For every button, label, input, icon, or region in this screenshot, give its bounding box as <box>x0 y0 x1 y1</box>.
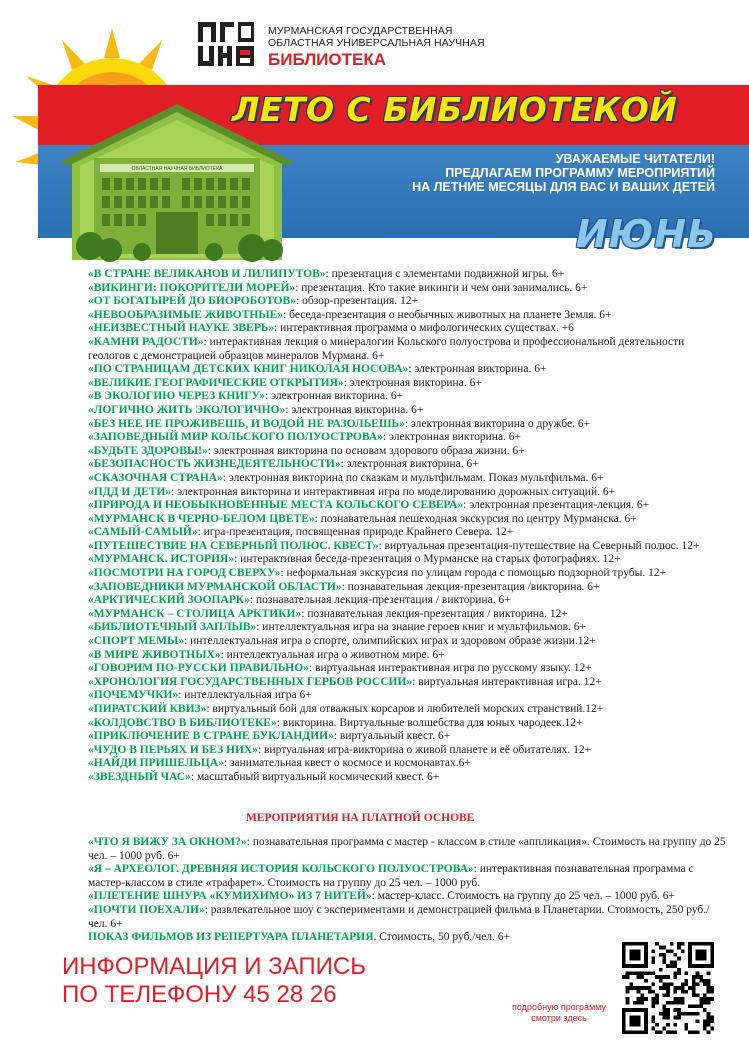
event-title: «ПЛЕТЕНИЕ ШНУРА «КУМИХИМО» ИЗ 7 НИТЕЙ» <box>88 890 372 903</box>
event-title: «ПРИКЛЮЧЕНИЕ В СТРАНЕ БУКЛАНДИИ» <box>88 730 334 743</box>
greeting-line2: ПРЕДЛАГАЕМ ПРОГРАММУ МЕРОПРИЯТИЙ <box>445 166 715 180</box>
event-description: : виртуальная презентация-путешествие на Северный полюс. 12+ <box>378 539 700 552</box>
event-description: : интерактивная познавательная программа с мастер-классом в стиле «трафарет». Стоимость на группу до 25 чел. – 1000 руб. <box>88 863 694 889</box>
event-description: : электронная викторина. 6+ <box>265 390 404 403</box>
paid-events-list <box>88 836 728 945</box>
event-title: «НАЙДИ ПРИШЕЛЬЦА» <box>88 757 224 770</box>
event-title: «ПОСМОТРИ НА ГОРОД СВЕРХУ» <box>88 567 281 580</box>
event-item <box>88 567 728 581</box>
library-logo <box>196 18 256 70</box>
event-description: : интеллектуальная игра о спорте, олимпийских играх и здоровом образе жизни.12+ <box>184 635 596 648</box>
event-description: : беседа-презентация о необычных животных на планете Земля. 6+ <box>283 308 612 321</box>
event-title: «МУРМАНСК. ИСТОРИЯ» <box>88 553 235 566</box>
event-item <box>88 499 728 513</box>
event-item <box>88 309 728 323</box>
event-item <box>88 608 728 622</box>
event-description: : виртуальная интерактивная игра по русскому языку. 12+ <box>308 662 592 675</box>
library-name-line3: БИБЛИОТЕКА <box>268 50 386 69</box>
event-description: : электронная викторина о дружбе. 6+ <box>404 417 591 430</box>
building-sign: ОБЛАСТНАЯ НАУЧНАЯ БИБЛИОТЕКА <box>131 166 223 172</box>
event-item <box>88 404 728 418</box>
events-list <box>88 268 728 785</box>
paid-events-heading: МЕРОПРИЯТИЯ НА ПЛАТНОЙ ОСНОВЕ <box>246 812 475 824</box>
event-item <box>88 486 728 500</box>
event-description: : электронная викторина. 6+ <box>285 403 424 416</box>
event-item <box>88 621 728 635</box>
event-item <box>88 377 728 391</box>
event-item <box>88 890 728 904</box>
event-title: «СПОРТ МЕМЫ» <box>88 635 185 648</box>
event-description: : познавательная пешеходная экскурсия по центру Мурманска. 6+ <box>314 512 637 525</box>
event-description: : электронная викторина. 6+ <box>382 431 522 444</box>
event-description: : электронная викторина по основам здорового образа жизни. 6+ <box>207 444 525 457</box>
event-item <box>88 418 728 432</box>
event-description: : викторина. Виртуальные волшебства для юных чародеек.12+ <box>276 716 583 729</box>
event-item <box>88 581 728 595</box>
event-item <box>88 730 728 744</box>
event-description: : неформальная экскурсия по улицам города с помощью подзорной трубы. 12+ <box>280 567 667 580</box>
event-description: : электронная викторина. 6+ <box>340 458 479 471</box>
event-title: «НЕВООБРАЗИМЫЕ ЖИВОТНЫЕ» <box>88 308 284 321</box>
event-title: «ПОЧТИ ПОЕХАЛИ» <box>88 903 205 916</box>
event-item <box>88 540 728 554</box>
event-description: : познавательная лекция-презентация / викторина. 12+ <box>301 607 568 620</box>
event-title: «ЗВЕЗДНЫЙ ЧАС» <box>88 770 191 783</box>
event-title: «ПУТЕШЕСТВИЕ НА СЕВЕРНЫЙ ПОЛЮС. КВЕСТ» <box>88 539 379 552</box>
contact-line1: ИНФОРМАЦИЯ И ЗАПИСЬ <box>62 953 366 980</box>
event-item <box>88 472 728 486</box>
qr-code[interactable] <box>622 942 714 1034</box>
event-title: «БУДЬТЕ ЗДОРОВЫ!» <box>88 444 208 457</box>
event-description: : интерактивная программа о мифологических существах. +6 <box>274 322 574 335</box>
library-name-line1: МУРМАНСКАЯ ГОСУДАРСТВЕННАЯ <box>268 25 453 37</box>
event-title: «ЗАПОВЕДНИКИ МУРМАНСКОЙ ОБЛАСТИ» <box>88 580 342 593</box>
qr-note <box>500 1002 618 1024</box>
event-title: «ПРИРОДА И НЕОБЫКНОВЕННЫЕ МЕСТА КОЛЬСКОГО СЕВЕРА» <box>88 499 464 512</box>
event-item <box>88 744 728 758</box>
event-description: : познавательная лекция-презентация / викторина. 6+ <box>249 594 511 607</box>
event-title: «ЧУДО В ПЕРЬЯХ И БЕЗ НИХ» <box>88 743 258 756</box>
greeting-text <box>360 152 715 194</box>
poster-title: ЛЕТО С БИБЛИОТЕКОЙ <box>232 90 678 129</box>
event-item <box>88 717 728 731</box>
event-description: : электронная викторина. 6+ <box>343 376 482 389</box>
event-item <box>88 757 728 771</box>
event-item <box>88 513 728 527</box>
event-item <box>88 268 728 282</box>
event-item <box>88 635 728 649</box>
event-title: «ХРОНОЛОГИЯ ГОСУДАРСТВЕННЫХ ГЕРБОВ РОССИИ» <box>88 675 413 688</box>
event-item <box>88 445 728 459</box>
event-title: «ПОЧЕМУЧКИ» <box>88 689 179 702</box>
event-item <box>88 363 728 377</box>
event-description: : виртуальный квест. 6+ <box>333 730 451 743</box>
event-item <box>88 863 728 890</box>
event-description: : электронная викторина и интерактивная игра по моделированию дорожных ситуаций. 6+ <box>171 485 616 498</box>
event-title: «АРКТИЧЕСКИЙ ЗООПАРК» <box>88 594 250 607</box>
event-item <box>88 904 728 931</box>
event-item <box>88 295 728 309</box>
event-title: «БЕЗОПАСНОСТЬ ЖИЗНЕДЕЯТЕЛЬНОСТИ» <box>88 458 341 471</box>
event-description: : интеллектуальная игра о животном мире. 6+ <box>220 648 445 661</box>
event-item <box>88 649 728 663</box>
event-description: . Стоимость, 50 руб./чел. 6+ <box>373 931 511 944</box>
event-description: : познавательная лекция-презентация /викторина. 6+ <box>341 580 600 593</box>
event-item <box>88 526 728 540</box>
event-title: «МУРМАНСК В ЧЕРНО-БЕЛОМ ЦВЕТЕ» <box>88 512 315 525</box>
qr-note-line2: смотри здесь <box>531 1013 587 1023</box>
month-title: ИЮНЬ <box>575 212 717 256</box>
contact-info <box>62 953 366 1009</box>
event-title: «В СТРАНЕ ВЕЛИКАНОВ И ЛИЛИПУТОВ» <box>88 268 326 280</box>
event-description: : интеллектуальная игра на знание героев книг и мультфильмов. 6+ <box>256 621 587 634</box>
event-item <box>88 662 728 676</box>
event-description: : презентация. Кто такие викинги и чем они занимались. 6+ <box>295 281 588 294</box>
event-title: «Я – АРХЕОЛОГ. ДРЕВНЯЯ ИСТОРИЯ КОЛЬСКОГО ПОЛУОСТРОВА» <box>88 863 474 876</box>
event-item <box>88 282 728 296</box>
event-item <box>88 322 728 336</box>
event-title: «ЗАПОВЕДНЫЙ МИР КОЛЬСКОГО ПОЛУОСТРОВА» <box>88 431 383 444</box>
greeting-line1: УВАЖАЕМЫЕ ЧИТАТЕЛИ! <box>555 152 715 166</box>
event-description: : интеллектуальная игра 6+ <box>178 689 312 702</box>
event-item <box>88 458 728 472</box>
event-title: «СКАЗОЧНАЯ СТРАНА» <box>88 471 223 484</box>
event-description: : игра-презентация, посвященная природе Крайнего Севера. 12+ <box>197 526 514 539</box>
event-item <box>88 594 728 608</box>
event-description: : виртуальная игра-викторина о живой планете и её обитателях. 12+ <box>257 743 592 756</box>
event-description: : интерактивная беседа-презентация о Мурманске на старых фотографиях. 12+ <box>234 553 621 566</box>
greeting-line3: НА ЛЕТНИЕ МЕСЯЦЫ ДЛЯ ВАС И ВАШИХ ДЕТЕЙ <box>412 180 715 194</box>
event-item <box>88 553 728 567</box>
event-item <box>88 771 728 785</box>
contact-phone: ПО ТЕЛЕФОНУ 45 28 26 <box>62 981 337 1008</box>
event-title: «БИБЛИОТЕЧНЫЙ ЗАПЛЫВ» <box>88 621 257 634</box>
event-title: «В ЭКОЛОГИЮ ЧЕРЕЗ КНИГУ» <box>88 390 266 403</box>
event-title: «КАМНИ РАДОСТИ» <box>88 335 204 348</box>
event-description: : виртуальная интерактивная игра. 12+ <box>412 675 602 688</box>
event-description: : мастер-класс. Стоимость на группу до 25 чел. – 1000 руб. 6+ <box>371 890 676 903</box>
library-name-line2: ОБЛАСТНАЯ УНИВЕРСАЛЬНАЯ НАУЧНАЯ <box>268 37 485 49</box>
event-item <box>88 431 728 445</box>
event-description: : электронная презентация-лекция. 6+ <box>463 499 650 512</box>
event-description: : электронная викторина по сказкам и мультфильмам. Показ мультфильма. 6+ <box>222 471 604 484</box>
event-description: : занимательная квест о космосе и космонавтах.6+ <box>223 757 471 770</box>
event-title: «ГОВОРИМ ПО-РУССКИ ПРАВИЛЬНО» <box>88 662 309 675</box>
event-title: «САМЫЙ-САМЫЙ» <box>88 526 198 539</box>
event-item <box>88 390 728 404</box>
event-title: «ПО СТРАНИЦАМ ДЕТСКИХ КНИГ НИКОЛАЯ НОСОВА» <box>88 363 409 376</box>
event-title: «ОТ БОГАТЫРЕЙ ДО БИОРОБОТОВ» <box>88 295 297 308</box>
event-description: : познавательная программа с мастер - классом в стиле «аппликация». Стоимость на группу до 25 чел. – 1000 руб. 6+ <box>88 836 726 862</box>
event-description: : электронная викторина. 6+ <box>408 363 547 376</box>
event-title: «ВИКИНГИ: ПОКОРИТЕЛИ МОРЕЙ» <box>88 281 296 294</box>
event-title: «ЛОГИЧНО ЖИТЬ ЭКОЛОГИЧНО» <box>88 403 286 416</box>
event-title: «МУРМАНСК – СТОЛИЦА АРКТИКИ» <box>88 607 302 620</box>
library-name <box>268 25 528 70</box>
qr-note-line1: подробную программу <box>512 1002 606 1012</box>
event-title: «ЧТО Я ВИЖУ ЗА ОКНОМ?» <box>88 836 247 848</box>
event-description: : презентация с элементами подвижной игры. 6+ <box>325 268 565 280</box>
event-description: : масштабный виртуальный космический квест. 6+ <box>190 770 440 783</box>
event-item <box>88 676 728 690</box>
event-description: : виртуальный бой для отважных корсаров и любителей морских странствий.12+ <box>206 703 604 715</box>
event-description: : развлекательное шоу с экспериментами и демонстрацией фильма в Планетарии. Стоимость, 250 руб./чел. 6+ <box>88 903 710 930</box>
event-item <box>88 836 728 863</box>
event-description: : интерактивная лекция о минералогии Кольского полуострова и профессиональной деятельности геологов с демонстрацией образцов минералов Мурмана. 6+ <box>88 335 685 362</box>
event-item <box>88 703 728 717</box>
event-title: ПОКАЗ ФИЛЬМОВ ИЗ РЕПЕРТУАРА ПЛАНЕТАРИЯ <box>88 931 374 944</box>
event-title: «ПИРАТСКИЙ КВИЗ» <box>88 703 207 715</box>
event-title: «ВЕЛИКИЕ ГЕОГРАФИЧЕСКИЕ ОТКРЫТИЯ» <box>88 376 344 389</box>
event-item <box>88 336 728 363</box>
event-title: «ПДД И ДЕТИ» <box>88 485 172 498</box>
event-title: «БЕЗ НЕЕ НЕ ПРОЖИВЕШЬ, И ВОДОЙ НЕ РАЗОЛЬЕШЬ» <box>88 417 405 430</box>
event-title: «НЕИЗВЕСТНЫЙ НАУКЕ ЗВЕРЬ» <box>88 322 275 335</box>
event-title: «В МИРЕ ЖИВОТНЫХ» <box>88 648 221 661</box>
event-description: : обзор-презентация. 12+ <box>296 295 419 308</box>
event-item <box>88 689 728 703</box>
event-title: «КОЛДОВСТВО В БИБЛИОТЕКЕ» <box>88 716 277 729</box>
